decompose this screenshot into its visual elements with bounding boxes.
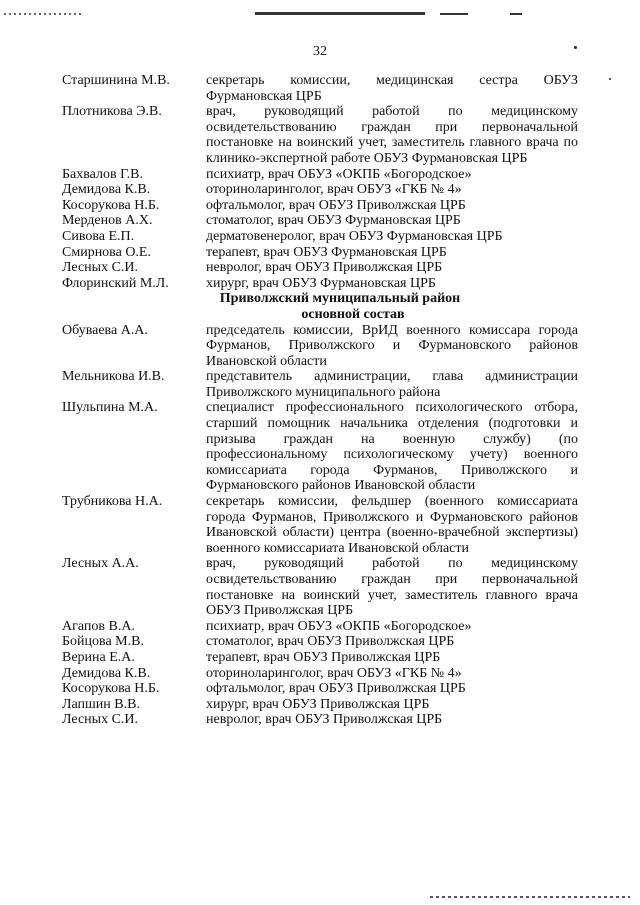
page-number: 32 [313,44,327,59]
member-entry [62,198,578,214]
member-role: терапевт, врач ОБУЗ Фурмановская ЦРБ [206,244,447,260]
member-entry [62,73,578,104]
member-name: Флоринский М.Л. [62,275,169,291]
member-name: Смирнова О.Е. [62,244,151,260]
member-list-bottom [62,323,578,728]
member-name: Лесных С.И. [62,260,139,276]
member-entry [62,245,578,261]
scan-line [440,13,468,15]
member-name: Агапов В.А. [62,618,135,634]
member-name: Демидова К.В. [62,182,151,198]
member-entry [62,167,578,183]
member-role: врач, руководящий работой по медицинскому освидетельствованию граждан при первоначальной постановке на воинский учет, заместитель главного врача ОБУЗ Приволжская ЦРБ [206,556,578,619]
member-name: Старшинина М.В. [62,73,170,88]
member-role: оториноларинголог, врач ОБУЗ «ГКБ № 4» [206,182,462,198]
member-entry [62,494,578,556]
member-role: председатель комиссии, ВрИД военного комиссара города Фурманов, Приволжского и Фурмановского районов Ивановской области [206,322,578,369]
member-name: Демидова К.В. [62,665,151,681]
member-entry [62,681,578,697]
member-role: специалист профессионального психологического отбора, старший помощник начальника отделения (подготовки и призыва граждан на военную службу) (по профессиональному психологическому учету) военного комиссариата города Фурманов, Приволжского и Фурмановского районов Ивановской области [206,400,578,494]
member-entry [62,619,578,635]
member-entry [62,369,578,400]
scan-line [255,12,425,15]
member-name: Мельникова И.В. [62,369,165,385]
member-entry [62,182,578,198]
member-entry [62,556,578,618]
member-entry [62,276,578,292]
member-role: представитель администрации, глава администрации Приволжского муниципального района [206,369,578,400]
member-entry [62,323,578,370]
section-heading: Приволжский муниципальный район [219,291,461,307]
member-name: Трубникова Н.А. [62,494,163,510]
member-name: Плотникова Э.В. [62,104,162,120]
scan-line [510,13,522,15]
member-entry [62,213,578,229]
section-subheading: основной состав [301,306,405,322]
member-name: Обуваева А.А. [62,322,148,338]
member-name: Сивова Е.П. [62,228,135,244]
scan-artifact-bottom [430,896,630,898]
member-role: хирург, врач ОБУЗ Фурмановская ЦРБ [206,275,436,291]
member-entry [62,666,578,682]
member-entry [62,229,578,245]
member-name: Лесных А.А. [62,556,139,572]
member-role: офтальмолог, врач ОБУЗ Приволжская ЦРБ [206,197,466,213]
document-body [62,73,578,728]
member-role: офтальмолог, врач ОБУЗ Приволжская ЦРБ [206,681,466,697]
member-entry [62,260,578,276]
member-role: терапевт, врач ОБУЗ Приволжская ЦРБ [206,649,441,665]
scan-noise [4,13,84,15]
member-entry [62,650,578,666]
member-name: Косорукова Н.Б. [62,681,160,697]
member-list-top [62,73,578,291]
scan-artifact-top [0,0,640,24]
scan-speck [574,46,577,49]
member-role: невролог, врач ОБУЗ Приволжская ЦРБ [206,260,443,276]
member-role: психиатр, врач ОБУЗ «ОКПБ «Богородское» [206,166,472,182]
member-role: дерматовенеролог, врач ОБУЗ Фурмановская ЦРБ [206,228,503,244]
member-role: невролог, врач ОБУЗ Приволжская ЦРБ [206,712,443,728]
member-role: стоматолог, врач ОБУЗ Фурмановская ЦРБ [206,213,461,229]
member-name: Косорукова Н.Б. [62,197,160,213]
member-name: Лапшин В.В. [62,696,140,712]
member-name: Мерденов А.Х. [62,213,153,229]
member-name: Верина Е.А. [62,649,135,665]
member-role: секретарь комиссии, фельдшер (военного комиссариата города Фурманов, Приволжского и Фурмановского районов Ивановской области) центра (военно-врачебной экспертизы) военного комиссариата Ивановской области [206,494,578,556]
member-name: Бахвалов Г.В. [62,166,143,182]
member-role: секретарь комиссии, медицинская сестра ОБУЗ Фурмановская ЦРБ [206,73,578,104]
member-role: стоматолог, врач ОБУЗ Приволжская ЦРБ [206,634,455,650]
member-role: врач, руководящий работой по медицинскому освидетельствованию граждан при первоначальной постановке на воинский учет, заместитель главного врача по клинико-экспертной работе ОБУЗ Фурмановская ЦРБ [206,104,578,166]
scan-speck [609,78,611,80]
member-entry [62,400,578,494]
member-entry [62,712,578,728]
member-name: Шульпина М.А. [62,400,158,416]
member-role: оториноларинголог, врач ОБУЗ «ГКБ № 4» [206,665,462,681]
member-entry [62,634,578,650]
member-name: Лесных С.И. [62,712,139,728]
member-name: Бойцова М.В. [62,634,144,650]
member-role: психиатр, врач ОБУЗ «ОКПБ «Богородское» [206,618,472,634]
member-entry [62,697,578,713]
member-entry [62,104,578,166]
member-role: хирург, врач ОБУЗ Приволжская ЦРБ [206,696,430,712]
